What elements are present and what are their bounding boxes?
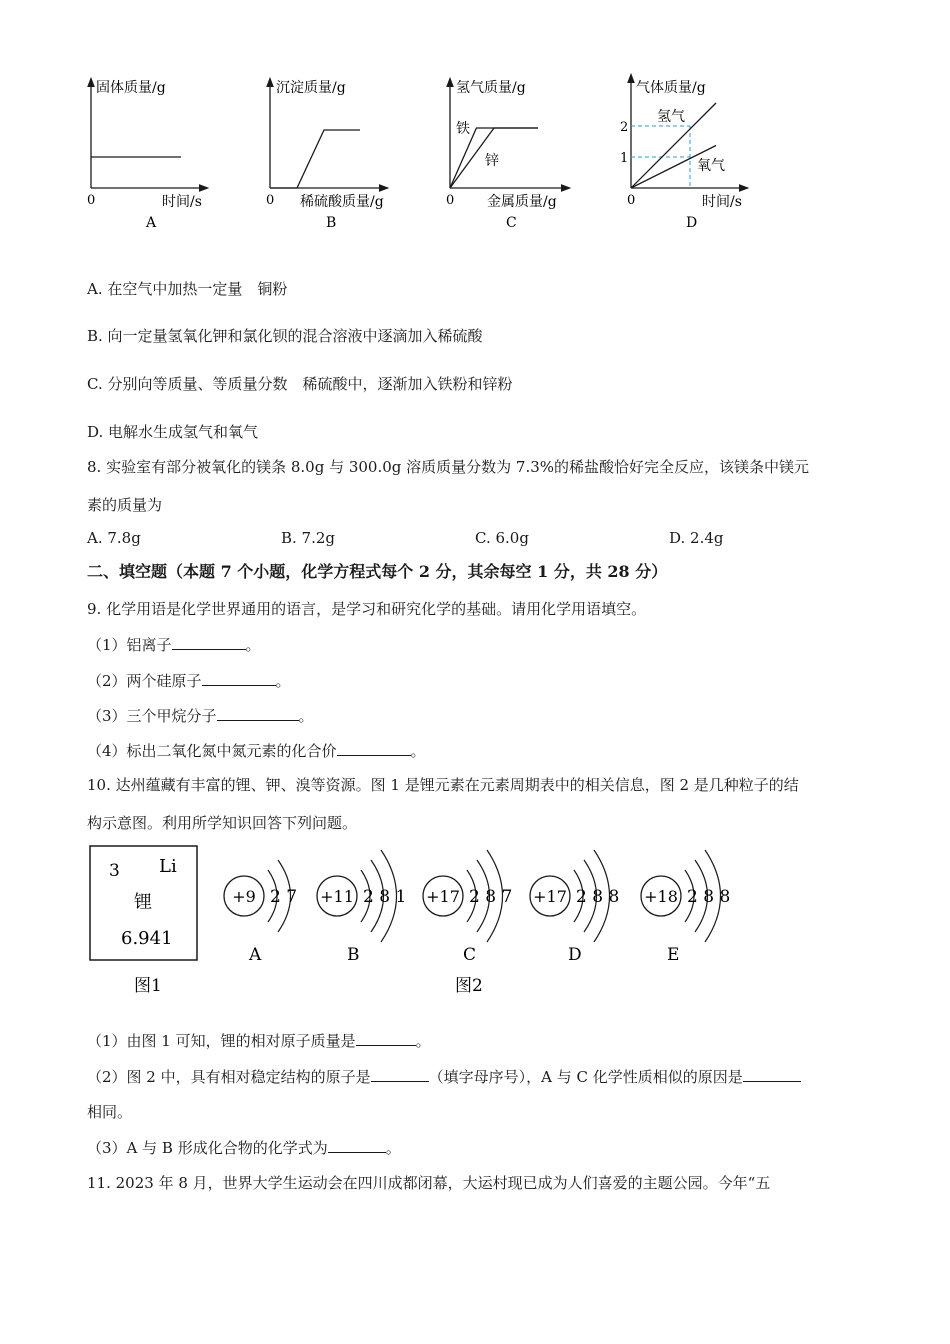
q9-sub4 bbox=[87, 740, 426, 761]
figure-1-caption: 图1 bbox=[134, 976, 162, 996]
q9-sub3-blank[interactable] bbox=[217, 705, 299, 721]
chart-d-origin: 0 bbox=[627, 193, 636, 208]
chart-c-ylabel: 氢气质量/g bbox=[456, 80, 526, 96]
particle-d-charge: +17 bbox=[533, 887, 567, 906]
q10-sub1 bbox=[87, 1030, 431, 1051]
chart-a bbox=[87, 79, 204, 231]
particle-a-label: A bbox=[249, 945, 262, 965]
q10-sub1-blank[interactable] bbox=[356, 1030, 416, 1046]
chart-d-caption: D bbox=[686, 215, 698, 231]
chart-a-xlabel: 时间/s bbox=[162, 194, 202, 210]
particle-e-label: E bbox=[667, 945, 680, 965]
q10-sub2-text-b: （填字母序号），A 与 C 化学性质相似的原因是 bbox=[428, 1068, 743, 1086]
q9-sub3-text: （3）三个甲烷分子 bbox=[87, 707, 217, 725]
q9-sub4-text: （4）标出二氧化氮中氮元素的化合价 bbox=[87, 742, 337, 760]
particle-a-electrons: 2 7 bbox=[270, 887, 298, 907]
chart-c-label-zinc: 锌 bbox=[485, 153, 499, 169]
element-atomic-mass: 6.941 bbox=[121, 928, 173, 949]
q10-figures bbox=[0, 840, 950, 1010]
chart-b-ylabel: 沉淀质量/g bbox=[276, 80, 346, 96]
chart-d-ylabel: 气体质量/g bbox=[636, 80, 706, 96]
q10-sub3 bbox=[87, 1137, 401, 1158]
q10-sub3-blank[interactable] bbox=[328, 1137, 386, 1153]
figure-2-caption: 图2 bbox=[455, 976, 483, 996]
q10-sub3-text: （3）A 与 B 形成化合物的化学式为 bbox=[87, 1139, 328, 1157]
q8-stem-line1: 8. 实验室有部分被氧化的镁条 8.0g 与 300.0g 溶质质量分数为 7.3%的稀盐酸恰好完全反应，该镁条中镁元 bbox=[87, 458, 810, 476]
chart-d bbox=[620, 78, 744, 231]
particle-a-charge: +9 bbox=[232, 887, 256, 906]
q9-sub3-end: 。 bbox=[298, 707, 314, 725]
chart-c-caption: C bbox=[506, 215, 517, 231]
q9-sub2 bbox=[87, 670, 291, 691]
particle-b-charge: +11 bbox=[320, 887, 354, 906]
q8-option-b: B. 7.2g bbox=[281, 529, 336, 547]
particle-e-electrons: 2 8 8 bbox=[687, 887, 731, 907]
q10-sub1-end: 。 bbox=[415, 1032, 431, 1050]
particle-e bbox=[641, 850, 730, 965]
q8-option-c: C. 6.0g bbox=[475, 529, 529, 547]
q9-sub1-blank[interactable] bbox=[172, 634, 246, 650]
q10-sub2-blank-2[interactable] bbox=[743, 1066, 801, 1082]
particle-d-electrons: 2 8 8 bbox=[576, 887, 620, 907]
chart-b-series-line bbox=[270, 130, 360, 188]
chart-c-xlabel: 金属质量/g bbox=[487, 194, 557, 210]
q7-option-b: B. 向一定量氢氧化钾和氯化钡的混合溶液中逐滴加入稀硫酸 bbox=[87, 327, 483, 345]
q9-sub2-blank[interactable] bbox=[202, 670, 276, 686]
q8-option-d: D. 2.4g bbox=[669, 529, 724, 547]
q11-stem: 11. 2023 年 8 月，世界大学生运动会在四川成都闭幕，大运村现已成为人们喜爱的主题公园。今年“五 bbox=[87, 1174, 771, 1192]
particle-b-electrons: 2 8 1 bbox=[363, 887, 407, 907]
section-2-heading: 二、填空题（本题 7 个小题，化学方程式每个 2 分，其余每空 1 分，共 28 分） bbox=[87, 562, 668, 581]
q7-option-d: D. 电解水生成氢气和氧气 bbox=[87, 423, 259, 441]
element-symbol: Li bbox=[159, 856, 177, 877]
q9-sub4-blank[interactable] bbox=[337, 740, 411, 756]
chart-a-caption: A bbox=[146, 215, 157, 231]
chart-b-origin: 0 bbox=[266, 193, 275, 208]
chart-d-label-hydrogen: 氢气 bbox=[657, 109, 685, 125]
particle-e-charge: +18 bbox=[644, 887, 678, 906]
q10-sub2-text-a: （2）图 2 中，具有相对稳定结构的原子是 bbox=[87, 1068, 371, 1086]
q9-sub2-text: （2）两个硅原子 bbox=[87, 672, 202, 690]
chart-a-origin: 0 bbox=[87, 193, 96, 208]
particle-d-label: D bbox=[568, 945, 582, 965]
chart-c-label-iron: 铁 bbox=[456, 121, 470, 137]
q9-sub2-end: 。 bbox=[275, 672, 291, 690]
q10-stem-line1: 10. 达州蕴藏有丰富的锂、钾、溴等资源。图 1 是锂元素在元素周期表中的相关信息，图 2 是几种粒子的结 bbox=[87, 776, 799, 794]
q10-sub2 bbox=[87, 1066, 801, 1087]
element-name: 锂 bbox=[134, 892, 152, 913]
q10-sub2-blank-1[interactable] bbox=[371, 1066, 429, 1082]
q8-stem-line2: 素的质量为 bbox=[87, 496, 163, 514]
chart-c bbox=[446, 80, 566, 231]
particle-c bbox=[423, 850, 512, 965]
q7-option-c: C. 分别向等质量、等质量分数 稀硫酸中，逐渐加入铁粉和锌粉 bbox=[87, 375, 513, 393]
particle-b-label: B bbox=[347, 945, 360, 965]
q7-option-a: A. 在空气中加热一定量 铜粉 bbox=[87, 280, 288, 298]
particle-b bbox=[317, 850, 406, 965]
chart-b-xlabel: 稀硫酸质量/g bbox=[300, 194, 384, 210]
charts-row bbox=[0, 0, 950, 240]
q10-stem-line2: 构示意图。利用所学知识回答下列问题。 bbox=[87, 814, 358, 832]
q9-sub1-text: （1）铝离子 bbox=[87, 636, 172, 654]
chart-b-caption: B bbox=[326, 215, 337, 231]
q9-sub3 bbox=[87, 705, 314, 726]
chart-d-label-oxygen: 氧气 bbox=[697, 158, 725, 174]
chart-b bbox=[266, 80, 384, 231]
q10-sub3-end: 。 bbox=[385, 1139, 401, 1157]
element-tile-lithium bbox=[90, 846, 197, 996]
chart-d-tick-1: 1 bbox=[620, 151, 629, 166]
q9-stem: 9. 化学用语是化学世界通用的语言，是学习和研究化学的基础。请用化学用语填空。 bbox=[87, 600, 647, 618]
chart-c-origin: 0 bbox=[446, 193, 455, 208]
q8-option-a: A. 7.8g bbox=[87, 529, 141, 547]
particle-a bbox=[224, 860, 297, 965]
chart-a-ylabel: 固体质量/g bbox=[96, 80, 166, 96]
particle-c-charge: +17 bbox=[426, 887, 460, 906]
particle-c-electrons: 2 8 7 bbox=[469, 887, 513, 907]
q10-sub2-cont: 相同。 bbox=[87, 1103, 133, 1121]
q9-sub1 bbox=[87, 634, 261, 655]
q9-sub1-end: 。 bbox=[245, 636, 261, 654]
q10-sub1-text: （1）由图 1 可知，锂的相对原子质量是 bbox=[87, 1032, 356, 1050]
chart-d-tick-2: 2 bbox=[620, 120, 629, 135]
particle-d bbox=[530, 850, 619, 965]
element-atomic-number: 3 bbox=[109, 861, 120, 881]
particle-c-label: C bbox=[463, 945, 477, 965]
q9-sub4-end: 。 bbox=[410, 742, 426, 760]
chart-d-xlabel: 时间/s bbox=[702, 194, 742, 210]
